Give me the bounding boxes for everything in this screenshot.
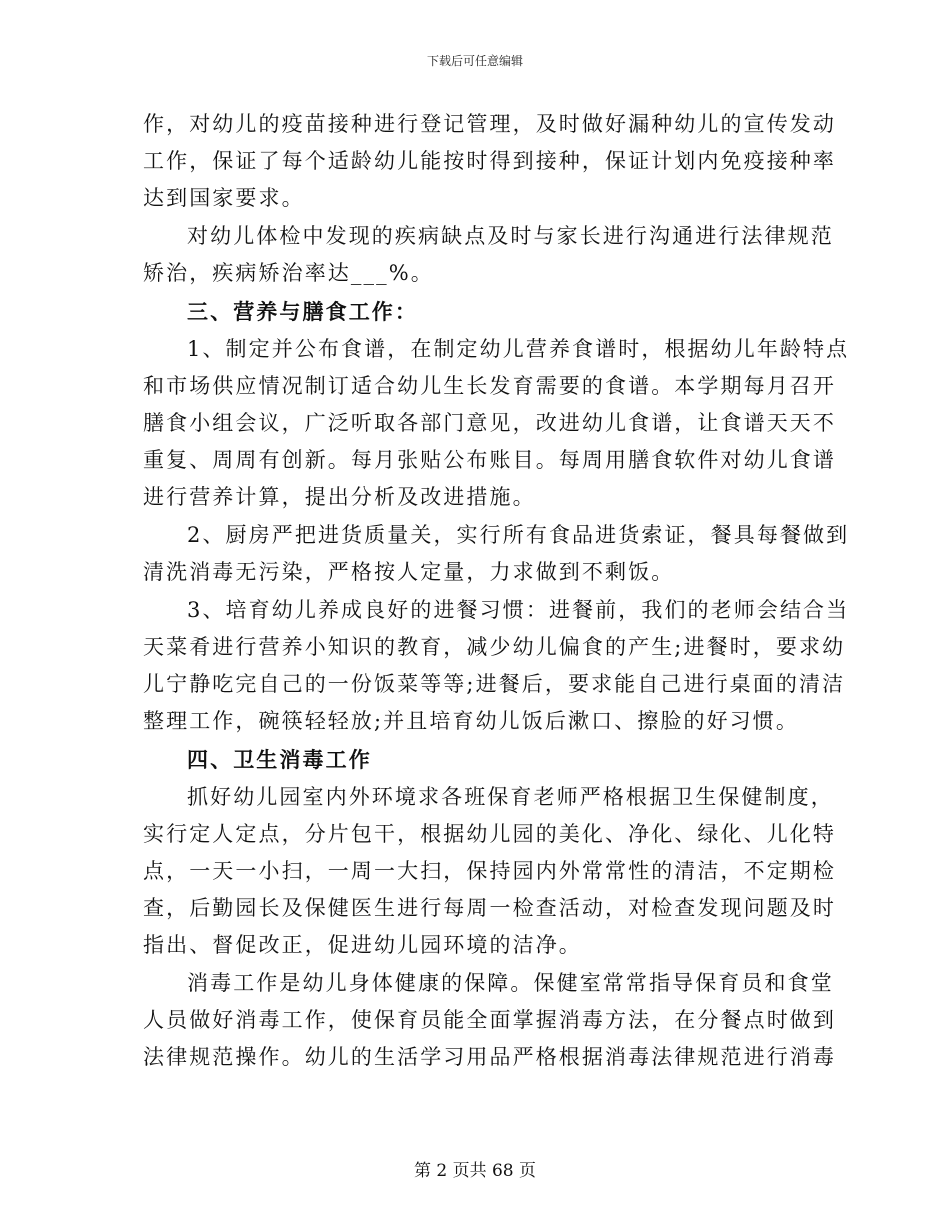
paragraph (143, 779, 836, 964)
section-heading (143, 741, 813, 778)
text-line: 3、培育幼儿养成良好的进餐习惯：进餐前，我们的老师会结合当 (187, 598, 850, 622)
text-line: 重复、周周有创新。每月张贴公布账目。每周用膳食软件对幼儿食谱 (143, 448, 836, 472)
text-line: 查，后勤园长及保健医生进行每周一检查活动，对检查发现问题及时 (143, 896, 836, 920)
paragraph (143, 965, 836, 1076)
text-line: 作，对幼儿的疫苗接种进行登记管理，及时做好漏种幼儿的宣传发动 (143, 112, 836, 136)
text-line: 对幼儿体检中发现的疾病缺点及时与家长进行沟通进行法律规范 (187, 224, 834, 248)
text-line: 达到国家要求。 (143, 186, 305, 210)
text-line: 指出、督促改正，促进幼儿园环境的洁净。 (143, 933, 582, 957)
paragraph (143, 106, 836, 217)
text-line: 矫治，疾病矫治率达___%。 (143, 261, 434, 285)
page-footer: 第 2 页共 68 页 (413, 1161, 537, 1181)
text-line: 天菜肴进行营养小知识的教育，减少幼儿偏食的产生;进餐时，要求幼 (143, 635, 846, 659)
page-header: 下载后可任意编辑 (426, 54, 523, 68)
document-body (143, 106, 850, 1077)
text-line: 进行营养计算，提出分析及改进措施。 (143, 485, 536, 509)
text-line: 点，一天一小扫，一周一大扫，保持园内外常常性的清洁，不定期检 (143, 859, 836, 883)
paragraph (143, 592, 850, 740)
text-line: 工作，保证了每个适龄幼儿能按时得到接种，保证计划内免疫接种率 (143, 149, 836, 173)
paragraph (143, 218, 834, 292)
text-line: 儿宁静吃完自己的一份饭菜等等;进餐后，要求能自己进行桌面的清洁 (143, 672, 846, 696)
text-line: 和市场供应情况制订适合幼儿生长发育需要的食谱。本学期每月召开 (143, 374, 836, 398)
text-line: 抓好幼儿园室内外环境求各班保育老师严格根据卫生保健制度， (187, 785, 834, 809)
text-line: 法律规范操作。幼儿的生活学习用品严格根据消毒法律规范进行消毒 (143, 1045, 836, 1069)
paragraph (143, 331, 850, 516)
text-line: 消毒工作是幼儿身体健康的保障。保健室常常指导保育员和食堂 (187, 971, 834, 995)
heading-text: 三、营养与膳食工作： (187, 299, 418, 324)
text-line: 1、制定并公布食谱，在制定幼儿营养食谱时，根据幼儿年龄特点 (187, 337, 850, 361)
heading-text: 四、卫生消毒工作 (187, 747, 372, 772)
text-line: 清洗消毒无污染，严格按人定量，力求做到不剩饭。 (143, 560, 675, 584)
text-line: 人员做好消毒工作，使保育员能全面掌握消毒方法，在分餐点时做到 (143, 1008, 836, 1032)
section-heading (143, 293, 813, 330)
text-line: 整理工作，碗筷轻轻放;并且培育幼儿饭后漱口、擦脸的好习惯。 (143, 709, 799, 733)
text-line: 实行定人定点，分片包干，根据幼儿园的美化、净化、绿化、儿化特 (143, 822, 836, 846)
text-line: 膳食小组会议，广泛听取各部门意见，改进幼儿食谱，让食谱天天不 (143, 411, 836, 435)
text-line: 2、厨房严把进货质量关，实行所有食品进货索证，餐具每餐做到 (187, 523, 850, 547)
paragraph (143, 517, 850, 591)
